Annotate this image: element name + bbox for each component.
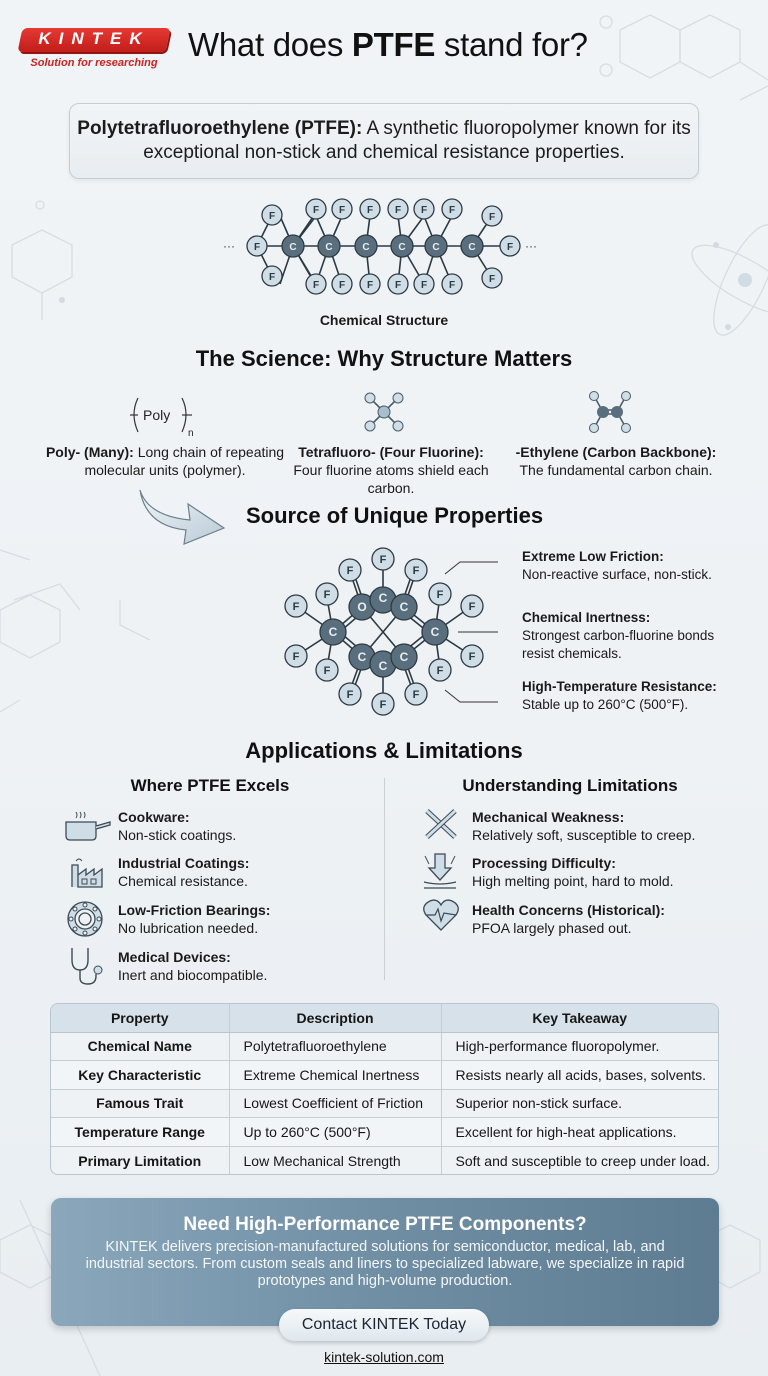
svg-text:F: F xyxy=(338,280,346,291)
svg-text:F: F xyxy=(292,651,300,663)
table-row xyxy=(51,1146,718,1175)
svg-text:F: F xyxy=(448,205,456,216)
logo-tagline: Solution for researching xyxy=(30,57,158,69)
svg-text:C: C xyxy=(399,650,409,664)
svg-text:F: F xyxy=(412,565,420,577)
app-industrial-coatings: Industrial Coatings: Chemical resistance. xyxy=(118,855,250,889)
table-cell: Resists nearly all acids, bases, solvents. xyxy=(441,1061,718,1090)
svg-text:F: F xyxy=(323,665,331,677)
table-cell: High-performance fluoropolymer. xyxy=(441,1032,718,1061)
title-bold: PTFE xyxy=(351,26,436,63)
table-row xyxy=(51,1061,718,1090)
table-header-row xyxy=(51,1004,718,1032)
table-cell: Extreme Chemical Inertness xyxy=(229,1061,441,1090)
limits-title: Understanding Limitations xyxy=(462,776,678,795)
limit-processing-difficulty: Processing Difficulty: High melting point, hard to mold. xyxy=(472,855,674,889)
svg-text:F: F xyxy=(346,565,354,577)
table-header: Key Takeaway xyxy=(441,1004,718,1032)
table-cell: Low Mechanical Strength xyxy=(229,1146,441,1175)
table-cell: Superior non-stick surface. xyxy=(441,1089,718,1118)
svg-text:F: F xyxy=(346,689,354,701)
table-cell: Primary Limitation xyxy=(51,1146,229,1175)
svg-text:F: F xyxy=(323,589,331,601)
press-down-icon xyxy=(422,852,458,890)
table-cell: Soft and susceptible to creep under load. xyxy=(441,1146,718,1175)
limit-mechanical-weakness: Mechanical Weakness: Relatively soft, susceptible to creep. xyxy=(472,809,696,843)
applications-title: Applications & Limitations xyxy=(245,738,523,763)
website-link[interactable]: kintek-solution.com xyxy=(324,1349,444,1365)
definition-box xyxy=(69,103,699,179)
table-row xyxy=(51,1118,718,1147)
property-chemical-inertness: Chemical Inertness: Strongest carbon-fluorine bonds resist chemicals. xyxy=(522,610,715,661)
svg-text:F: F xyxy=(292,601,300,613)
svg-text:F: F xyxy=(468,601,476,613)
table-cell: Polytetrafluoroethylene xyxy=(229,1032,441,1061)
cta-banner xyxy=(51,1198,719,1326)
svg-text:C: C xyxy=(289,242,297,253)
svg-text:F: F xyxy=(412,689,420,701)
properties-title: Source of Unique Properties xyxy=(246,503,544,528)
svg-text:F: F xyxy=(420,205,428,216)
column-divider xyxy=(384,778,385,980)
svg-text:F: F xyxy=(468,651,476,663)
svg-text:F: F xyxy=(436,589,444,601)
table-cell: Key Characteristic xyxy=(51,1061,229,1090)
svg-text:F: F xyxy=(379,699,387,711)
svg-text:F: F xyxy=(394,205,402,216)
chain-ellipsis-left: ··· xyxy=(223,239,235,253)
svg-text:F: F xyxy=(268,211,276,222)
cooking-pot-icon xyxy=(64,810,112,842)
table-header: Property xyxy=(51,1004,229,1032)
term-tetrafluoro: Tetrafluoro- (Four Fluorine): Four fluorine atoms shield each carbon. xyxy=(293,444,489,496)
svg-text:C: C xyxy=(430,625,440,639)
tetrafluoro-molecule-icon xyxy=(362,390,406,434)
ptfe-chain-diagram xyxy=(220,196,550,301)
science-title: The Science: Why Structure Matters xyxy=(195,346,573,371)
svg-text:C: C xyxy=(468,242,476,253)
svg-text:C: C xyxy=(378,591,388,605)
cta-title: Need High-Performance PTFE Components? xyxy=(183,1214,587,1235)
svg-text:F: F xyxy=(394,280,402,291)
svg-text:F: F xyxy=(312,280,320,291)
title-prefix: What does xyxy=(188,26,352,63)
definition-term: Polytetrafluoroethylene (PTFE): xyxy=(77,118,363,139)
svg-text:F: F xyxy=(488,274,496,285)
svg-text:F: F xyxy=(379,554,387,566)
svg-text:F: F xyxy=(448,280,456,291)
crossed-bones-icon xyxy=(422,806,460,842)
summary-table xyxy=(50,1003,719,1175)
factory-icon xyxy=(70,855,104,889)
svg-text:C: C xyxy=(362,242,370,253)
svg-text:C: C xyxy=(325,242,333,253)
table-cell: Excellent for high-heat applications. xyxy=(441,1118,718,1147)
svg-text:C: C xyxy=(398,242,406,253)
definition-text: A synthetic fluoropolymer known for its exceptional non-stick and chemical resistance properties. xyxy=(143,118,691,163)
svg-text:n: n xyxy=(188,428,194,438)
svg-text:F: F xyxy=(366,280,374,291)
logo-brand: KINTEK xyxy=(38,29,150,48)
stethoscope-icon xyxy=(66,946,106,986)
property-low-friction: Extreme Low Friction: Non-reactive surface, non-stick. xyxy=(522,549,712,582)
bearing-icon xyxy=(66,900,104,938)
ethylene-molecule-icon xyxy=(586,390,634,434)
svg-text:Poly: Poly xyxy=(143,407,171,423)
property-high-temperature: High-Temperature Resistance: Stable up to 260°C (500°F). xyxy=(522,679,717,712)
contact-button[interactable]: Contact KINTEK Today xyxy=(279,1309,489,1341)
svg-text:F: F xyxy=(506,242,514,253)
svg-text:F: F xyxy=(420,280,428,291)
table-cell: Famous Trait xyxy=(51,1089,229,1118)
svg-text:F: F xyxy=(488,212,496,223)
svg-text:F: F xyxy=(253,242,261,253)
svg-text:F: F xyxy=(366,205,374,216)
svg-text:C: C xyxy=(357,650,367,664)
app-bearings: Low-Friction Bearings: No lubrication needed. xyxy=(118,902,271,936)
kintek-logo[interactable] xyxy=(14,26,164,72)
svg-text:F: F xyxy=(268,272,276,283)
table-header: Description xyxy=(229,1004,441,1032)
polymer-repeat-icon xyxy=(128,396,198,438)
chain-caption: Chemical Structure xyxy=(319,312,449,328)
table-row xyxy=(51,1032,718,1061)
app-cookware: Cookware: Non-stick coatings. xyxy=(118,809,237,843)
limit-health-concerns: Health Concerns (Historical): PFOA largely phased out. xyxy=(472,902,665,936)
app-medical-devices: Medical Devices: Inert and biocompatible. xyxy=(118,949,268,983)
svg-text:F: F xyxy=(436,665,444,677)
table-cell: Chemical Name xyxy=(51,1032,229,1061)
excels-title: Where PTFE Excels xyxy=(130,776,290,795)
heart-pulse-icon xyxy=(422,898,460,932)
cta-body: KINTEK delivers precision-manufactured solutions for semiconductor, medical, lab, and industrial sectors. From custom seals and liners to specialized labware, we specialize in rapid prototypes and high-volume production. xyxy=(85,1239,685,1289)
ptfe-ring-diagram xyxy=(280,544,500,720)
svg-text:C: C xyxy=(399,600,409,614)
table-cell: Lowest Coefficient of Friction xyxy=(229,1089,441,1118)
curved-arrow-icon xyxy=(134,486,228,548)
page-title xyxy=(188,26,588,64)
svg-text:F: F xyxy=(312,205,320,216)
svg-text:F: F xyxy=(338,205,346,216)
table-cell: Temperature Range xyxy=(51,1118,229,1147)
svg-text:O: O xyxy=(357,600,367,614)
svg-text:C: C xyxy=(378,659,388,673)
chain-ellipsis-right: ··· xyxy=(525,239,537,253)
svg-text:C: C xyxy=(432,242,440,253)
table-row xyxy=(51,1089,718,1118)
term-poly: Poly- (Many): Long chain of repeating molecular units (polymer). xyxy=(45,444,285,478)
table-cell: Up to 260°C (500°F) xyxy=(229,1118,441,1147)
title-suffix: stand for? xyxy=(435,26,588,63)
term-ethylene: -Ethylene (Carbon Backbone): The fundamental carbon chain. xyxy=(515,444,717,478)
svg-text:C: C xyxy=(328,625,338,639)
